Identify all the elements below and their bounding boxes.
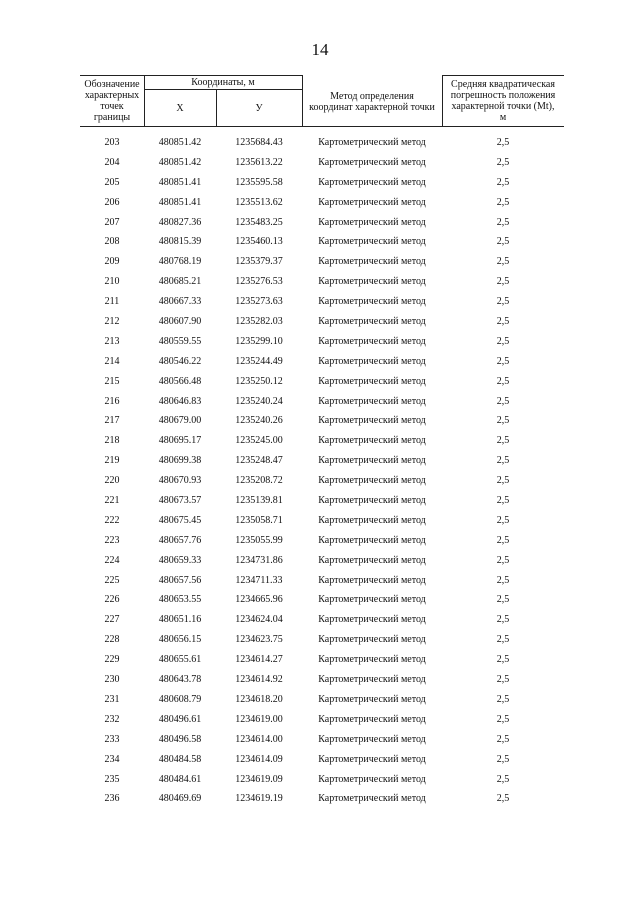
point-number-cell: 207 [104, 216, 120, 228]
point-number-cell: 214 [104, 355, 120, 367]
header-error-line-1: Средняя квадратическая [451, 79, 555, 90]
x-coordinate-cell: 480851.42 [158, 156, 202, 168]
method-cell: Картометрический метод [318, 375, 426, 387]
point-number-cell: 225 [104, 574, 120, 586]
error-cell: 2,5 [496, 793, 510, 805]
method-cell: Картометрический метод [318, 674, 426, 686]
point-number-cell: 231 [104, 693, 120, 705]
error-cell: 2,5 [496, 574, 510, 586]
x-coordinate-cell: 480566.48 [158, 375, 202, 387]
method-cell: Картометрический метод [318, 514, 426, 526]
header-coords-group: Координаты, м [191, 77, 255, 88]
point-number-cell: 227 [104, 614, 120, 626]
header-point-line-4: границы [93, 112, 131, 123]
header-col-x: X [176, 102, 184, 114]
error-cell: 2,5 [496, 773, 510, 785]
method-cell: Картометрический метод [318, 534, 426, 546]
method-cell: Картометрический метод [318, 793, 426, 805]
x-coordinate-cell: 480469.69 [158, 793, 202, 805]
table-row [80, 511, 564, 531]
table-row [80, 770, 564, 790]
point-number-cell: 234 [104, 753, 120, 765]
table-row [80, 531, 564, 551]
method-cell: Картометрический метод [318, 713, 426, 725]
x-coordinate-cell: 480768.19 [158, 256, 202, 268]
point-number-cell: 209 [104, 256, 120, 268]
table-row [80, 750, 564, 770]
x-coordinate-cell: 480608.79 [158, 693, 202, 705]
x-coordinate-cell: 480646.83 [158, 395, 202, 407]
method-cell: Картометрический метод [318, 574, 426, 586]
y-coordinate-cell: 1235282.03 [235, 316, 283, 328]
error-cell: 2,5 [496, 276, 510, 288]
error-cell: 2,5 [496, 335, 510, 347]
point-number-cell: 208 [104, 236, 120, 248]
table-row [80, 173, 564, 193]
point-number-cell: 205 [104, 176, 120, 188]
point-number-cell: 224 [104, 554, 120, 566]
method-cell: Картометрический метод [318, 196, 426, 208]
point-number-cell: 212 [104, 316, 120, 328]
x-coordinate-cell: 480685.21 [158, 276, 202, 288]
coordinates-table-body [80, 133, 564, 809]
y-coordinate-cell: 1235248.47 [235, 455, 283, 467]
y-coordinate-cell: 1235613.22 [235, 156, 283, 168]
header-method-line-1: Метод определения [330, 91, 414, 102]
point-number-cell: 236 [104, 793, 120, 805]
point-number-cell: 226 [104, 594, 120, 606]
error-cell: 2,5 [496, 455, 510, 467]
header-point-line-3: точек [100, 101, 124, 112]
method-cell: Картометрический метод [318, 236, 426, 248]
method-cell: Картометрический метод [318, 594, 426, 606]
y-coordinate-cell: 1235299.10 [235, 335, 283, 347]
header-error-line-4: м [499, 112, 507, 123]
x-coordinate-cell: 480607.90 [158, 316, 202, 328]
error-cell: 2,5 [496, 495, 510, 507]
table-row [80, 213, 564, 233]
x-coordinate-cell: 480496.61 [158, 713, 202, 725]
error-cell: 2,5 [496, 176, 510, 188]
error-cell: 2,5 [496, 733, 510, 745]
error-cell: 2,5 [496, 355, 510, 367]
y-coordinate-cell: 1234619.19 [235, 793, 283, 805]
point-number-cell: 210 [104, 276, 120, 288]
y-coordinate-cell: 1235379.37 [235, 256, 283, 268]
x-coordinate-cell: 480657.76 [158, 534, 202, 546]
table-row [80, 312, 564, 332]
table-row [80, 332, 564, 352]
y-coordinate-cell: 1234614.92 [235, 674, 283, 686]
point-number-cell: 228 [104, 634, 120, 646]
x-coordinate-cell: 480827.36 [158, 216, 202, 228]
y-coordinate-cell: 1235055.99 [235, 534, 283, 546]
x-coordinate-cell: 480679.00 [158, 415, 202, 427]
method-cell: Картометрический метод [318, 475, 426, 487]
error-cell: 2,5 [496, 475, 510, 487]
error-cell: 2,5 [496, 674, 510, 686]
method-cell: Картометрический метод [318, 176, 426, 188]
point-number-cell: 216 [104, 395, 120, 407]
table-row [80, 352, 564, 372]
table-row [80, 590, 564, 610]
header-bottom-border [80, 126, 564, 127]
error-cell: 2,5 [496, 375, 510, 387]
header-point-designation [80, 77, 144, 125]
error-cell: 2,5 [496, 554, 510, 566]
method-cell: Картометрический метод [318, 634, 426, 646]
method-cell: Картометрический метод [318, 654, 426, 666]
method-cell: Картометрический метод [318, 733, 426, 745]
x-coordinate-cell: 480484.61 [158, 773, 202, 785]
y-coordinate-cell: 1234614.27 [235, 654, 283, 666]
error-cell: 2,5 [496, 256, 510, 268]
error-cell: 2,5 [496, 514, 510, 526]
y-coordinate-cell: 1234619.00 [235, 713, 283, 725]
table-row [80, 690, 564, 710]
method-cell: Картометрический метод [318, 276, 426, 288]
error-cell: 2,5 [496, 614, 510, 626]
point-number-cell: 206 [104, 196, 120, 208]
x-coordinate-cell: 480656.15 [158, 634, 202, 646]
y-coordinate-cell: 1235595.58 [235, 176, 283, 188]
point-number-cell: 233 [104, 733, 120, 745]
method-cell: Картометрический метод [318, 395, 426, 407]
table-row [80, 411, 564, 431]
y-coordinate-cell: 1235244.49 [235, 355, 283, 367]
header-error-line-2: погрешность положения [450, 90, 556, 101]
error-cell: 2,5 [496, 415, 510, 427]
table-row [80, 630, 564, 650]
point-number-cell: 235 [104, 773, 120, 785]
point-number-cell: 203 [104, 137, 120, 148]
table-row [80, 471, 564, 491]
y-coordinate-cell: 1235483.25 [235, 216, 283, 228]
point-number-cell: 213 [104, 335, 120, 347]
method-cell: Картометрический метод [318, 355, 426, 367]
method-cell: Картометрический метод [318, 316, 426, 328]
error-cell: 2,5 [496, 196, 510, 208]
y-coordinate-cell: 1234711.33 [235, 574, 283, 586]
table-row [80, 292, 564, 312]
error-cell: 2,5 [496, 654, 510, 666]
y-coordinate-cell: 1235240.24 [235, 395, 283, 407]
table-row [80, 571, 564, 591]
point-number-cell: 218 [104, 435, 120, 447]
y-coordinate-cell: 1235460.13 [235, 236, 283, 248]
y-coordinate-cell: 1234614.00 [235, 733, 283, 745]
method-cell: Картометрический метод [318, 256, 426, 268]
x-coordinate-cell: 480659.33 [158, 554, 202, 566]
table-row [80, 670, 564, 690]
table-row [80, 789, 564, 809]
point-number-cell: 223 [104, 534, 120, 546]
y-coordinate-cell: 1234619.09 [235, 773, 283, 785]
y-coordinate-cell: 1234624.04 [235, 614, 283, 626]
error-cell: 2,5 [496, 435, 510, 447]
page-number: 14 [311, 40, 329, 59]
x-coordinate-cell: 480815.39 [158, 236, 202, 248]
table-row [80, 392, 564, 412]
y-coordinate-cell: 1234665.96 [235, 594, 283, 606]
x-coordinate-cell: 480851.42 [158, 137, 202, 148]
header-point-line-1: Обозначение [84, 79, 140, 90]
x-coordinate-cell: 480667.33 [158, 296, 202, 308]
y-coordinate-cell: 1234618.20 [235, 693, 283, 705]
table-row [80, 491, 564, 511]
error-cell: 2,5 [496, 534, 510, 546]
method-cell: Картометрический метод [318, 216, 426, 228]
error-cell: 2,5 [496, 137, 510, 148]
x-coordinate-cell: 480695.17 [158, 435, 202, 447]
error-cell: 2,5 [496, 395, 510, 407]
header-point-line-2: характерных [84, 90, 140, 101]
x-coordinate-cell: 480657.56 [158, 574, 202, 586]
point-number-cell: 219 [104, 455, 120, 467]
y-coordinate-cell: 1235139.81 [235, 495, 283, 507]
error-cell: 2,5 [496, 713, 510, 725]
y-coordinate-cell: 1235276.53 [235, 276, 283, 288]
table-row [80, 372, 564, 392]
method-cell: Картометрический метод [318, 415, 426, 427]
method-cell: Картометрический метод [318, 296, 426, 308]
error-cell: 2,5 [496, 296, 510, 308]
error-cell: 2,5 [496, 316, 510, 328]
method-cell: Картометрический метод [318, 335, 426, 347]
point-number-cell: 230 [104, 674, 120, 686]
table-row [80, 610, 564, 630]
error-cell: 2,5 [496, 594, 510, 606]
y-coordinate-cell: 1235684.43 [235, 137, 283, 148]
header-col-y: У [255, 102, 263, 114]
method-cell: Картометрический метод [318, 693, 426, 705]
y-coordinate-cell: 1234623.75 [235, 634, 283, 646]
y-coordinate-cell: 1235273.63 [235, 296, 283, 308]
point-number-cell: 215 [104, 375, 120, 387]
x-coordinate-cell: 480655.61 [158, 654, 202, 666]
table-row [80, 431, 564, 451]
method-cell: Картометрический метод [318, 455, 426, 467]
table-row [80, 451, 564, 471]
error-cell: 2,5 [496, 156, 510, 168]
error-cell: 2,5 [496, 236, 510, 248]
x-coordinate-cell: 480546.22 [158, 355, 202, 367]
method-cell: Картометрический метод [318, 773, 426, 785]
method-cell: Картометрический метод [318, 614, 426, 626]
y-coordinate-cell: 1235240.26 [235, 415, 283, 427]
table-header [80, 75, 564, 127]
point-number-cell: 217 [104, 415, 120, 427]
method-cell: Картометрический метод [318, 435, 426, 447]
method-cell: Картометрический метод [318, 753, 426, 765]
table-row [80, 551, 564, 571]
point-number-cell: 221 [104, 495, 120, 507]
point-number-cell: 204 [104, 156, 120, 168]
y-coordinate-cell: 1235208.72 [235, 475, 283, 487]
method-cell: Картометрический метод [318, 554, 426, 566]
x-coordinate-cell: 480496.58 [158, 733, 202, 745]
header-method [302, 76, 442, 126]
point-number-cell: 232 [104, 713, 120, 725]
y-coordinate-cell: 1235245.00 [235, 435, 283, 447]
y-coordinate-cell: 1234731.86 [235, 554, 283, 566]
y-coordinate-cell: 1235513.62 [235, 196, 283, 208]
x-coordinate-cell: 480851.41 [158, 176, 202, 188]
table-row [80, 650, 564, 670]
x-coordinate-cell: 480673.57 [158, 495, 202, 507]
method-cell: Картометрический метод [318, 137, 426, 148]
x-coordinate-cell: 480559.55 [158, 335, 202, 347]
point-number-cell: 229 [104, 654, 120, 666]
x-coordinate-cell: 480484.58 [158, 753, 202, 765]
x-coordinate-cell: 480699.38 [158, 455, 202, 467]
error-cell: 2,5 [496, 693, 510, 705]
table-row [80, 232, 564, 252]
header-method-line-2: координат характерной точки [309, 102, 435, 113]
x-coordinate-cell: 480670.93 [158, 475, 202, 487]
x-coordinate-cell: 480643.78 [158, 674, 202, 686]
table-row [80, 193, 564, 213]
error-cell: 2,5 [496, 753, 510, 765]
y-coordinate-cell: 1235250.12 [235, 375, 283, 387]
error-cell: 2,5 [496, 216, 510, 228]
table-row [80, 730, 564, 750]
point-number-cell: 211 [104, 296, 120, 308]
y-coordinate-cell: 1235058.71 [235, 514, 283, 526]
table-row [80, 272, 564, 292]
method-cell: Картометрический метод [318, 156, 426, 168]
table-row [80, 133, 564, 153]
table-row [80, 153, 564, 173]
header-error [442, 76, 564, 126]
x-coordinate-cell: 480675.45 [158, 514, 202, 526]
table-row [80, 710, 564, 730]
point-number-cell: 222 [104, 514, 120, 526]
x-coordinate-cell: 480653.55 [158, 594, 202, 606]
table-row [80, 252, 564, 272]
error-cell: 2,5 [496, 634, 510, 646]
header-error-line-3: характерной точки (Mt), [451, 101, 555, 112]
x-coordinate-cell: 480651.16 [158, 614, 202, 626]
y-coordinate-cell: 1234614.09 [235, 753, 283, 765]
x-coordinate-cell: 480851.41 [158, 196, 202, 208]
point-number-cell: 220 [104, 475, 120, 487]
method-cell: Картометрический метод [318, 495, 426, 507]
